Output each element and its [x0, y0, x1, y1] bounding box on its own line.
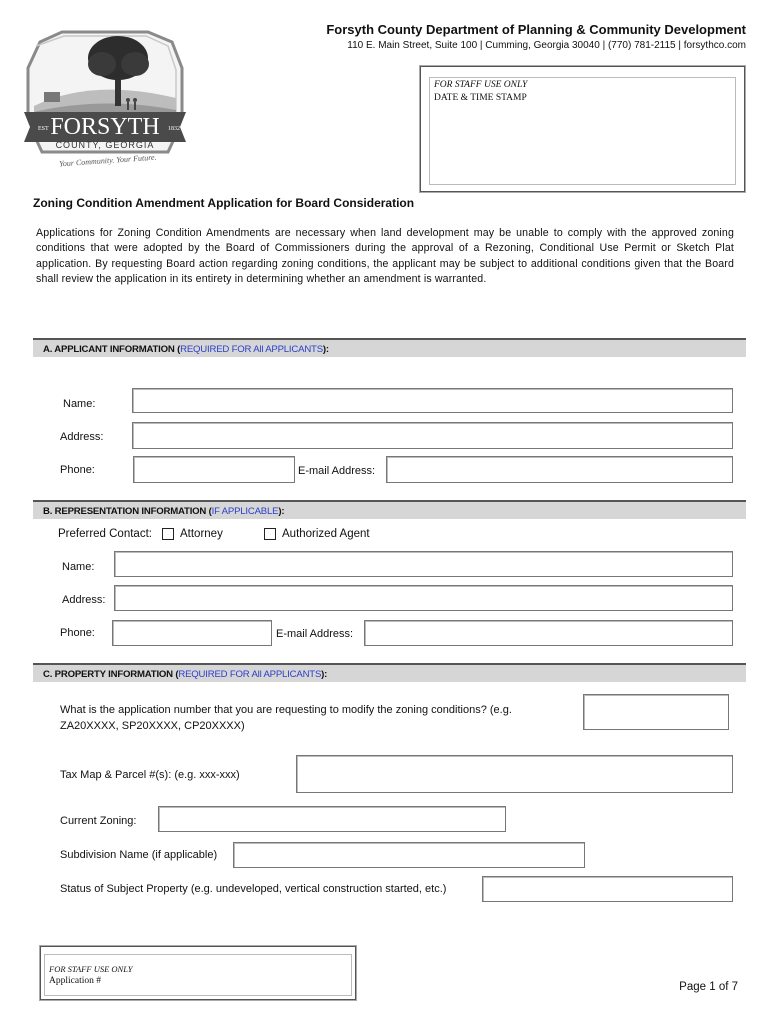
preferred-contact-label: Preferred Contact:	[58, 528, 152, 540]
rep-phone-field[interactable]	[112, 620, 272, 646]
attorney-option-label: Attorney	[180, 528, 223, 540]
subdivision-name-field[interactable]	[233, 842, 585, 868]
app-number-field[interactable]	[583, 694, 729, 730]
property-status-label: Status of Subject Property (e.g. undeveloped, vertical construction started, etc.)	[60, 883, 447, 895]
rep-email-field[interactable]	[364, 620, 733, 646]
intro-paragraph: Applications for Zoning Condition Amendments are necessary when land development may be unable to comply with the approved zoning conditions that were adopted by the Board of Commissioners during the approval of a Rezoning, Conditional Use Permit or Sketch Plat application. By requesting Board action regarding zoning conditions, the applicant may be subject to additional conditions given that the Board shall review the application in its entirety in determining whether an amendment is warranted.	[36, 227, 734, 286]
logo-est-right: 1832	[168, 126, 180, 132]
section-b-required: IF APPLICABLE	[211, 506, 279, 517]
section-c-title: C. PROPERTY INFORMATION (	[43, 669, 179, 680]
section-a-required: REQUIRED FOR All APPLICANTS	[180, 344, 323, 355]
staff-footer-line2: Application #	[49, 976, 101, 986]
applicant-name-label: Name:	[63, 398, 96, 410]
current-zoning-label: Current Zoning:	[60, 815, 137, 827]
county-seal-graphic	[22, 20, 188, 172]
applicant-address-label: Address:	[60, 431, 104, 443]
logo-tagline: Your Community. Your Future.	[58, 152, 157, 169]
rep-address-label: Address:	[62, 594, 106, 606]
section-b-close: ):	[278, 506, 285, 517]
staff-stamp-line2: DATE & TIME STAMP	[434, 93, 527, 103]
tax-map-label: Tax Map & Parcel #(s): (e.g. xxx-xxx)	[60, 769, 240, 781]
section-b-title: B. REPRESENTATION INFORMATION (	[43, 506, 212, 517]
authorized-agent-checkbox[interactable]	[264, 528, 276, 540]
staff-stamp-line1: FOR STAFF USE ONLY	[434, 80, 528, 90]
section-a-close: ):	[322, 344, 329, 355]
applicant-name-field[interactable]	[132, 388, 733, 413]
attorney-checkbox[interactable]	[162, 528, 174, 540]
section-c-close: ):	[321, 669, 328, 680]
section-c-required: REQUIRED FOR All APPLICANTS	[178, 669, 322, 680]
app-number-question-line1: What is the application number that you are requesting to modify the zoning conditions? (e.g.	[60, 704, 512, 716]
section-a-header	[33, 338, 746, 357]
rep-phone-label: Phone:	[60, 627, 95, 639]
property-status-field[interactable]	[482, 876, 733, 902]
rep-address-field[interactable]	[114, 585, 733, 611]
staff-footer-line1: FOR STAFF USE ONLY	[49, 964, 133, 974]
section-a-title: A. APPLICANT INFORMATION (	[43, 344, 181, 355]
logo-est-left: EST	[38, 126, 49, 132]
staff-application-box	[40, 946, 356, 1000]
rep-name-label: Name:	[62, 561, 95, 573]
logo-subtext: COUNTY, GEORGIA	[55, 140, 155, 150]
section-b-header	[33, 500, 746, 519]
app-number-question-line2: ZA20XXXX, SP20XXXX, CP20XXXX)	[60, 720, 245, 732]
applicant-phone-field[interactable]	[133, 456, 295, 483]
applicant-address-field[interactable]	[132, 422, 733, 449]
rep-email-label: E-mail Address:	[276, 628, 354, 640]
applicant-phone-label: Phone:	[60, 464, 95, 476]
rep-name-field[interactable]	[114, 551, 733, 577]
staff-stamp-box	[420, 66, 745, 192]
page-number: Page 1 of 7	[679, 981, 738, 993]
org-address: 110 E. Main Street, Suite 100 | Cumming, Georgia 30040 | (770) 781-2115 | forsythco.com	[347, 40, 746, 51]
logo-name-text: FORSYTH	[50, 114, 160, 140]
applicant-email-field[interactable]	[386, 456, 733, 483]
authorized-agent-option-label: Authorized Agent	[282, 528, 370, 540]
subdivision-label: Subdivision Name (if applicable)	[60, 849, 218, 861]
current-zoning-field[interactable]	[158, 806, 506, 832]
org-name: Forsyth County Department of Planning & Community Development	[326, 22, 746, 37]
section-c-header	[33, 663, 746, 682]
county-logo	[22, 20, 188, 172]
applicant-email-label: E-mail Address:	[298, 465, 376, 477]
tax-map-parcel-field[interactable]	[296, 755, 733, 793]
document-title: Zoning Condition Amendment Application for Board Consideration	[33, 196, 415, 210]
